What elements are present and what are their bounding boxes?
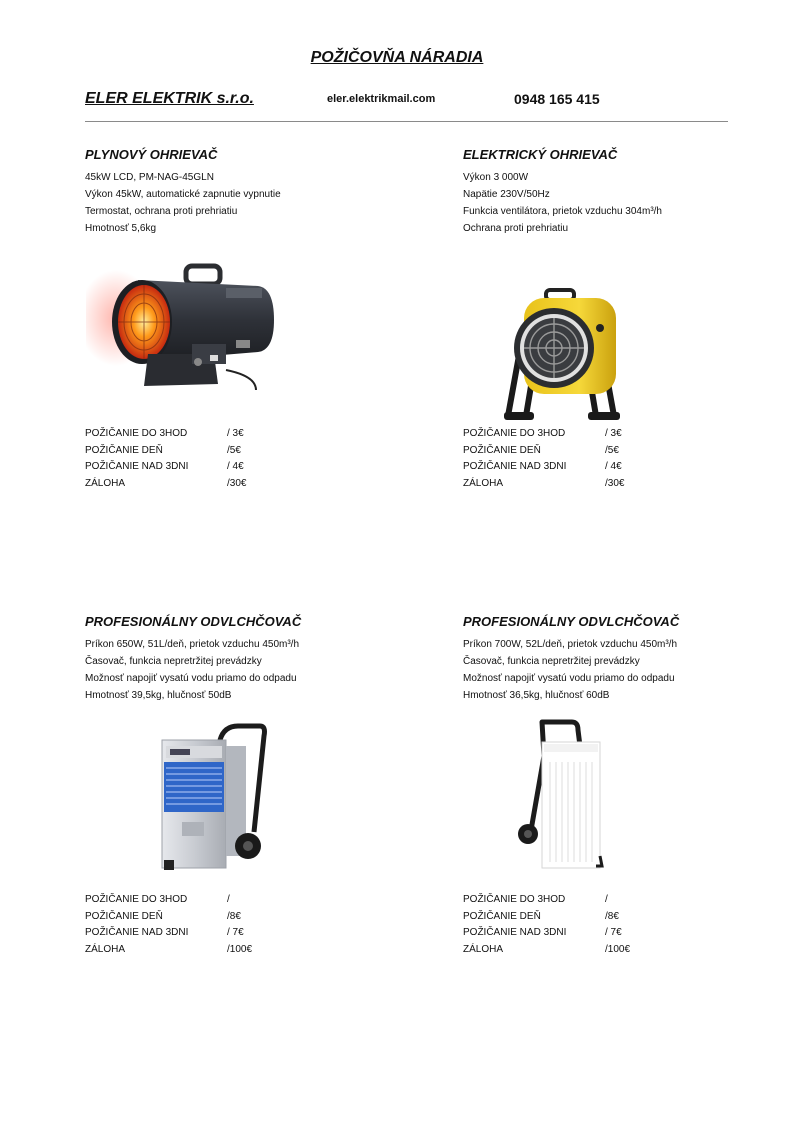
price-value: /8€ xyxy=(605,910,619,922)
price-value: /100€ xyxy=(227,944,253,956)
dehumidifier-white-icon xyxy=(510,716,610,881)
price-label: POŽIČANIE DEŇ xyxy=(463,444,541,456)
company-name: ELER ELEKTRIK s.r.o. xyxy=(85,90,254,107)
price-label: POŽIČANIE DO 3HOD xyxy=(85,894,188,905)
price-value: / 7€ xyxy=(227,927,244,939)
price-value: / 4€ xyxy=(227,461,244,473)
product-spec: Príkon 700W, 52L/deň, prietok vzduchu 450m³/h xyxy=(463,639,678,650)
price-label: POŽIČANIE DEŇ xyxy=(85,910,163,922)
product-spec: Ochrana proti prehriatiu xyxy=(463,223,569,234)
product-spec: Možnosť napojiť vysatú vodu priamo do odpadu xyxy=(463,673,675,684)
product-spec: Funkcia ventilátora, prietok vzduchu 304m³/h xyxy=(463,206,662,217)
price-label: POŽIČANIE DO 3HOD xyxy=(463,428,566,439)
product-dehumidifier-1 xyxy=(85,614,405,704)
price-value: /30€ xyxy=(605,478,625,490)
header-divider xyxy=(85,121,728,122)
product-name: ELEKTRICKÝ OHRIEVAČ xyxy=(463,147,618,162)
company-email: eler.elektrikmail.com xyxy=(327,93,436,105)
price-label: ZÁLOHA xyxy=(85,478,126,490)
product-spec: Termostat, ochrana proti prehriatiu xyxy=(85,206,238,217)
product-spec: Hmotnosť 36,5kg, hlučnosť 60dB xyxy=(463,690,610,701)
price-value: /100€ xyxy=(605,944,631,956)
product-spec: Výkon 45kW, automatické zapnutie vypnutie xyxy=(85,189,281,200)
price-value: /5€ xyxy=(605,444,619,456)
company-phone: 0948 165 415 xyxy=(514,91,600,107)
product-spec: Možnosť napojiť vysatú vodu priamo do odpadu xyxy=(85,673,297,684)
price-label: POŽIČANIE NAD 3DNI xyxy=(85,461,189,473)
electric-heater-icon xyxy=(502,288,628,429)
price-value: / xyxy=(605,894,608,905)
price-label: POŽIČANIE DO 3HOD xyxy=(85,428,188,439)
product-name: PROFESIONÁLNY ODVLCHČOVAČ xyxy=(85,614,302,629)
price-label: ZÁLOHA xyxy=(85,944,126,956)
product-spec: Výkon 3 000W xyxy=(463,172,529,183)
price-value: / xyxy=(227,894,230,905)
price-label: ZÁLOHA xyxy=(463,478,504,490)
price-value: / 7€ xyxy=(605,927,622,939)
dehumidifier-blue-icon xyxy=(158,722,268,877)
product-electric-heater xyxy=(463,147,783,237)
price-label: POŽIČANIE NAD 3DNI xyxy=(463,927,567,939)
product-dehumidifier-2 xyxy=(463,614,783,704)
price-label: POŽIČANIE NAD 3DNI xyxy=(85,927,189,939)
product-gas-heater xyxy=(85,147,405,237)
price-value: /8€ xyxy=(227,910,241,922)
price-value: / 4€ xyxy=(605,461,622,473)
product-spec: Časovač, funkcia nepretržitej prevádzky xyxy=(463,656,640,667)
price-label: POŽIČANIE NAD 3DNI xyxy=(463,461,567,473)
product-spec: Napätie 230V/50Hz xyxy=(463,189,550,200)
price-label: ZÁLOHA xyxy=(463,944,504,956)
price-label: POŽIČANIE DO 3HOD xyxy=(463,894,566,905)
price-value: / 3€ xyxy=(605,428,622,439)
price-value: /5€ xyxy=(227,444,241,456)
price-label: POŽIČANIE DEŇ xyxy=(85,444,163,456)
price-label: POŽIČANIE DEŇ xyxy=(463,910,541,922)
product-name: PROFESIONÁLNY ODVLCHČOVAČ xyxy=(463,614,680,629)
price-value: / 3€ xyxy=(227,428,244,439)
product-spec: Hmotnosť 39,5kg, hlučnosť 50dB xyxy=(85,690,232,701)
product-spec: Hmotnosť 5,6kg xyxy=(85,223,157,234)
page-title: POŽIČOVŇA NÁRADIA xyxy=(310,49,484,66)
product-name: PLYNOVÝ OHRIEVAČ xyxy=(85,147,218,162)
product-spec: Príkon 650W, 51L/deň, prietok vzduchu 450m³/h xyxy=(85,639,300,650)
gas-heater-icon xyxy=(86,258,282,401)
product-spec: 45kW LCD, PM-NAG-45GLN xyxy=(85,172,214,183)
price-value: /30€ xyxy=(227,478,247,490)
product-spec: Časovač, funkcia nepretržitej prevádzky xyxy=(85,656,262,667)
